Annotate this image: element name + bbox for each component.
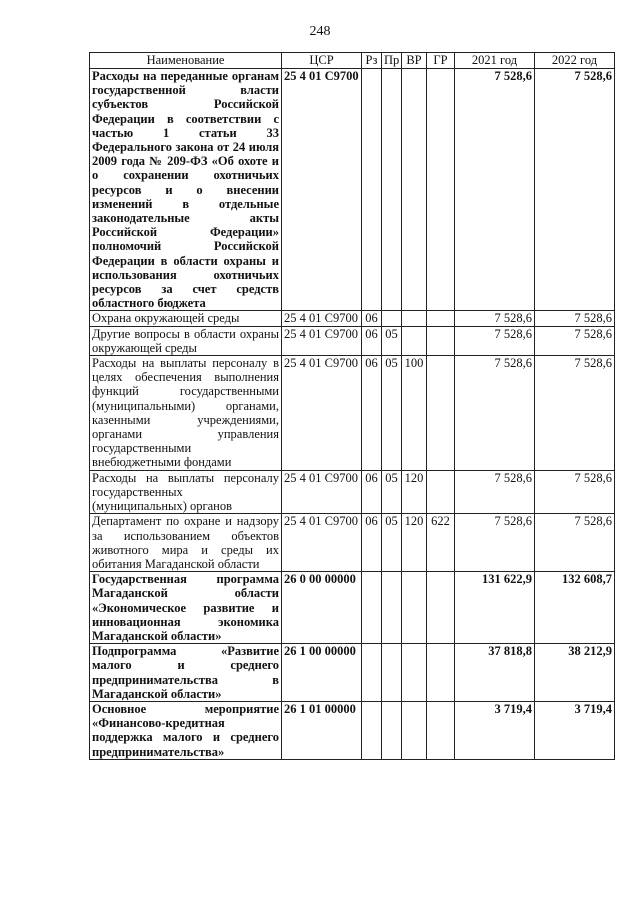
- header-pr: Пр: [382, 53, 402, 69]
- cell-2021: 7 528,6: [455, 514, 535, 572]
- cell-rz: 06: [362, 311, 382, 326]
- cell-gr: [427, 311, 455, 326]
- cell-csr: 26 0 00 00000: [282, 572, 362, 644]
- cell-csr: 25 4 01 С9700: [282, 356, 362, 471]
- cell-name: Охрана окружающей среды: [90, 311, 282, 326]
- header-2021: 2021 год: [455, 53, 535, 69]
- cell-2021: 7 528,6: [455, 470, 535, 514]
- header-name: Наименование: [90, 53, 282, 69]
- cell-csr: 25 4 01 С9700: [282, 326, 362, 355]
- cell-2022: 7 528,6: [535, 514, 615, 572]
- cell-gr: [427, 572, 455, 644]
- table-body: [90, 69, 615, 760]
- cell-pr: [382, 69, 402, 311]
- cell-vr: [402, 644, 427, 702]
- cell-vr: 120: [402, 470, 427, 514]
- cell-csr: 25 4 01 С9700: [282, 311, 362, 326]
- cell-csr: 25 4 01 С9700: [282, 69, 362, 311]
- cell-gr: [427, 470, 455, 514]
- table-row: [90, 701, 615, 759]
- cell-pr: 05: [382, 470, 402, 514]
- cell-name: Другие вопросы в области охраны окружающей среды: [90, 326, 282, 355]
- cell-vr: [402, 69, 427, 311]
- cell-csr: 25 4 01 С9700: [282, 470, 362, 514]
- cell-csr: 26 1 00 00000: [282, 644, 362, 702]
- table-row: [90, 572, 615, 644]
- table-row: [90, 356, 615, 471]
- cell-gr: 622: [427, 514, 455, 572]
- cell-2021: 7 528,6: [455, 311, 535, 326]
- cell-vr: [402, 701, 427, 759]
- cell-rz: [362, 69, 382, 311]
- cell-name: Основное мероприятие «Финансово-кредитная поддержка малого и среднего предпринимательства»: [90, 701, 282, 759]
- table-row: [90, 69, 615, 311]
- header-rz: Рз: [362, 53, 382, 69]
- table-row: [90, 514, 615, 572]
- cell-2021: 7 528,6: [455, 326, 535, 355]
- cell-rz: 06: [362, 514, 382, 572]
- cell-rz: [362, 644, 382, 702]
- cell-pr: 05: [382, 326, 402, 355]
- cell-pr: [382, 572, 402, 644]
- cell-2022: 132 608,7: [535, 572, 615, 644]
- cell-gr: [427, 326, 455, 355]
- cell-vr: [402, 572, 427, 644]
- cell-rz: 06: [362, 356, 382, 471]
- cell-rz: 06: [362, 470, 382, 514]
- cell-gr: [427, 644, 455, 702]
- cell-name: Подпрограмма «Развитие малого и среднего предпринимательства в Магаданской области»: [90, 644, 282, 702]
- cell-2021: 37 818,8: [455, 644, 535, 702]
- cell-pr: [382, 644, 402, 702]
- cell-2021: 3 719,4: [455, 701, 535, 759]
- header-vr: ВР: [402, 53, 427, 69]
- header-gr: ГР: [427, 53, 455, 69]
- cell-csr: 25 4 01 С9700: [282, 514, 362, 572]
- cell-2021: 7 528,6: [455, 69, 535, 311]
- cell-vr: [402, 326, 427, 355]
- table-header-row: [90, 53, 615, 69]
- cell-pr: [382, 701, 402, 759]
- cell-pr: 05: [382, 356, 402, 471]
- cell-2022: 38 212,9: [535, 644, 615, 702]
- cell-vr: [402, 311, 427, 326]
- cell-2022: 7 528,6: [535, 311, 615, 326]
- cell-csr: 26 1 01 00000: [282, 701, 362, 759]
- cell-vr: 120: [402, 514, 427, 572]
- header-csr: ЦСР: [282, 53, 362, 69]
- cell-gr: [427, 701, 455, 759]
- cell-vr: 100: [402, 356, 427, 471]
- cell-name: Расходы на выплаты персоналу государственных (муниципальных) органов: [90, 470, 282, 514]
- table-row: [90, 644, 615, 702]
- page-number: 248: [309, 24, 331, 39]
- cell-gr: [427, 356, 455, 471]
- table-row: [90, 311, 615, 326]
- cell-name: Расходы на переданные органам государственной власти субъектов Российской Федерации в соответствии с частью 1 статьи 33 Федерального закона от 24 июля 2009 года № 209-ФЗ «Об охоте и о сохранении охотничьих ресурсов и о внесении изменений в отдельные законодательные акты Российской Федерации» полномочий Российской Федерации в области охраны и использования охотничьих ресурсов за счет средств областного бюджета: [90, 69, 282, 311]
- table-row: [90, 470, 615, 514]
- cell-rz: [362, 572, 382, 644]
- cell-2022: 7 528,6: [535, 326, 615, 355]
- header-2022: 2022 год: [535, 53, 615, 69]
- cell-2021: 131 622,9: [455, 572, 535, 644]
- budget-table: [89, 52, 615, 760]
- cell-gr: [427, 69, 455, 311]
- cell-rz: 06: [362, 326, 382, 355]
- cell-rz: [362, 701, 382, 759]
- cell-name: Департамент по охране и надзору за использованием объектов животного мира и среды их обитания Магаданской области: [90, 514, 282, 572]
- cell-2022: 7 528,6: [535, 470, 615, 514]
- table-row: [90, 326, 615, 355]
- cell-2022: 3 719,4: [535, 701, 615, 759]
- cell-name: Государственная программа Магаданской области «Экономическое развитие и инновационная экономика Магаданской области»: [90, 572, 282, 644]
- cell-2022: 7 528,6: [535, 356, 615, 471]
- cell-name: Расходы на выплаты персоналу в целях обеспечения выполнения функций государственными (муниципальными) органами, казенными учреждениями, органами управления государственными внебюджетными фондами: [90, 356, 282, 471]
- cell-2022: 7 528,6: [535, 69, 615, 311]
- cell-pr: [382, 311, 402, 326]
- cell-2021: 7 528,6: [455, 356, 535, 471]
- cell-pr: 05: [382, 514, 402, 572]
